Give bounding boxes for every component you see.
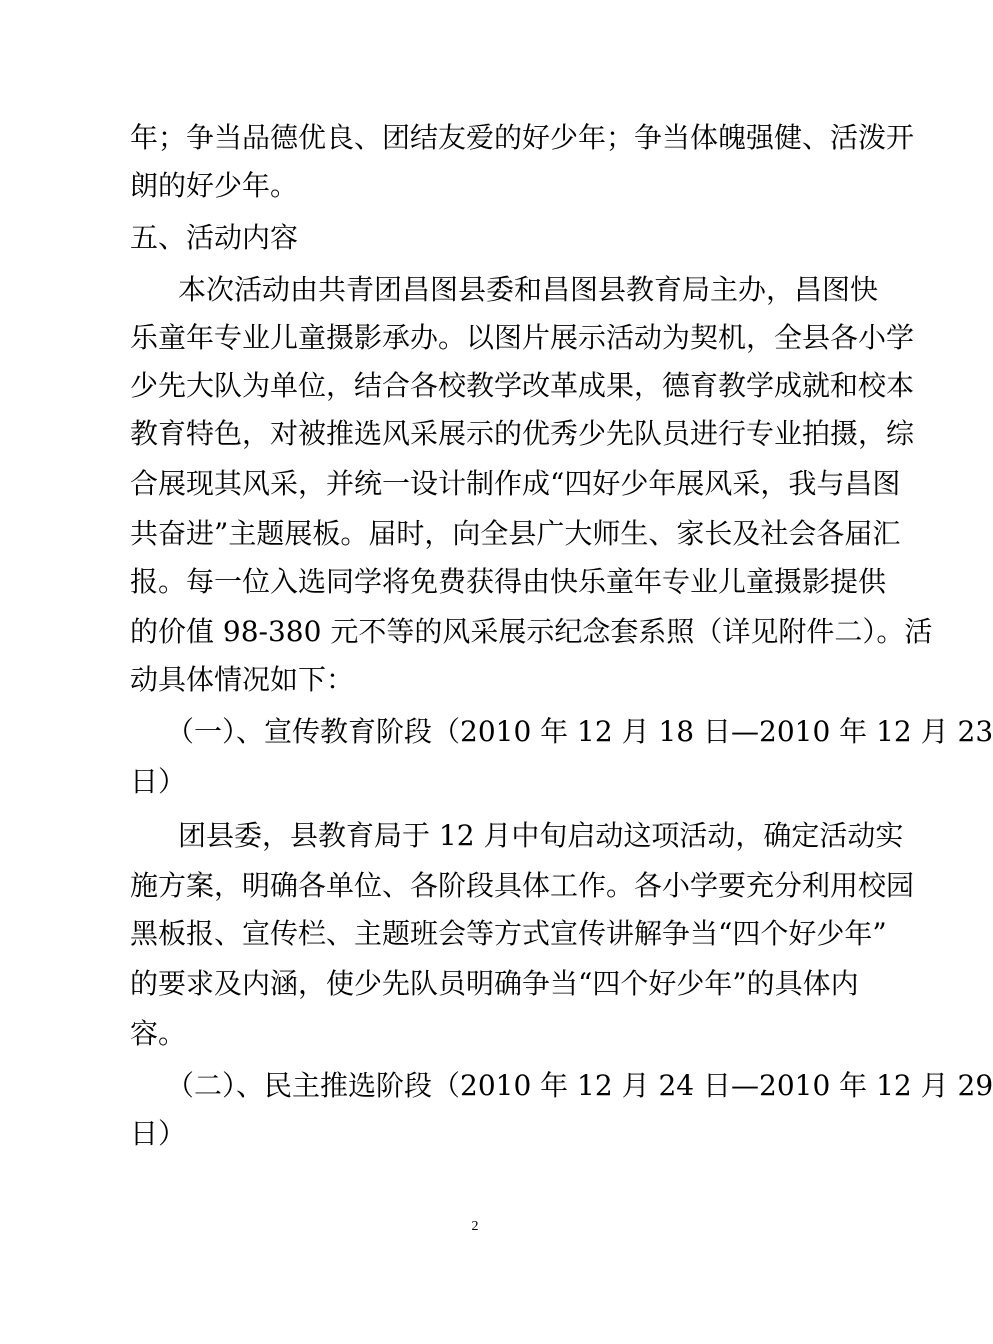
section-heading: 五、活动内容 bbox=[130, 221, 299, 254]
paragraph-line: 黑板报、宣传栏、主题班会等方式宣传讲解争当“四个好少年” bbox=[130, 917, 887, 950]
paragraph-line: 乐童年专业儿童摄影承办。以图片展示活动为契机，全县各小学 bbox=[130, 321, 915, 354]
paragraph-line: 施方案，明确各单位、各阶段具体工作。各小学要充分利用校园 bbox=[130, 869, 915, 902]
paragraph-line: 教育特色，对被推选风采展示的优秀少先队员进行专业拍摄，综 bbox=[130, 417, 915, 450]
subsection-heading: （二）、民主推选阶段（2010 年 12 月 24 日—2010 年 12 月 29 bbox=[166, 1069, 993, 1102]
paragraph-line: 容。 bbox=[130, 1017, 187, 1050]
paragraph-line: 合展现其风采，并统一设计制作成“四好少年展风采，我与昌图 bbox=[130, 467, 901, 500]
paragraph-line: 少先大队为单位，结合各校教学改革成果，德育教学成就和校本 bbox=[130, 369, 915, 402]
paragraph-line: 共奋进”主题展板。届时，向全县广大师生、家长及社会各届汇 bbox=[130, 517, 901, 550]
page-number: 2 bbox=[471, 1219, 479, 1234]
paragraph-line: 本次活动由共青团昌图县委和昌图县教育局主办，昌图快 bbox=[178, 273, 879, 306]
paragraph-line: 报。每一位入选同学将免费获得由快乐童年专业儿童摄影提供 bbox=[130, 565, 887, 598]
paragraph-line: 动具体情况如下： bbox=[130, 663, 355, 696]
paragraph-line: 的价值 98-380 元不等的风采展示纪念套系照（详见附件二）。活 bbox=[130, 615, 933, 648]
paragraph-line: 年；争当品德优良、团结友爱的好少年；争当体魄强健、活泼开 bbox=[130, 121, 915, 154]
subsection-heading-continued: 日） bbox=[130, 1117, 187, 1150]
subsection-heading-continued: 日） bbox=[130, 765, 187, 798]
subsection-heading: （一）、宣传教育阶段（2010 年 12 月 18 日—2010 年 12 月 23 bbox=[166, 715, 993, 748]
paragraph-line: 的要求及内涵，使少先队员明确争当“四个好少年”的具体内 bbox=[130, 967, 859, 1000]
paragraph-line: 团县委，县教育局于 12 月中旬启动这项活动，确定活动实 bbox=[178, 819, 904, 852]
paragraph-line: 朗的好少年。 bbox=[130, 169, 299, 202]
